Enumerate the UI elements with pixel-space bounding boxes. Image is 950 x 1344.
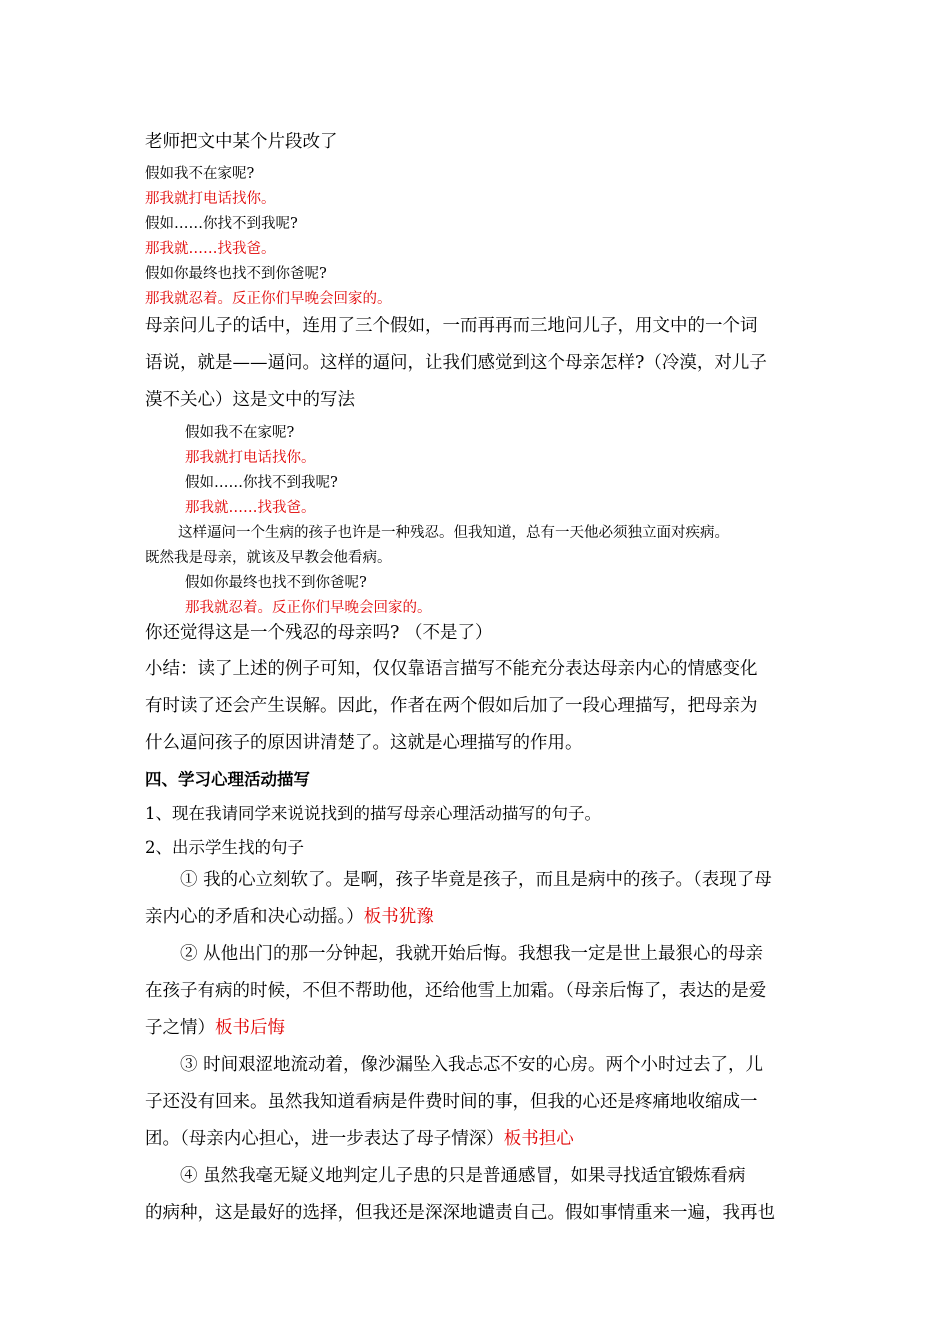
summary-line: 小结：读了上述的例子可知，仅仅靠语言描写不能充分表达母亲内心的情感变化 <box>145 659 758 679</box>
intro-line: 老师把文中某个片段改了 <box>145 132 338 152</box>
sentence-3-line-1: ③ 时间艰涩地流动着，像沙漏坠入我忐忑不安的心房。两个小时过去了，儿 <box>180 1055 764 1075</box>
board-note-hesitation: 板书犹豫 <box>363 907 434 927</box>
dialog-question: 假如我不在家呢? <box>185 425 295 441</box>
board-note-regret: 板书后悔 <box>215 1018 285 1038</box>
dialog-question: 假如……你找不到我呢? <box>185 475 338 491</box>
dialog-answer: 那我就打电话找你。 <box>145 191 276 207</box>
dialog-question: 假如……你找不到我呢? <box>145 216 298 232</box>
step-line: 1、现在我请同学来说说找到的描写母亲心理活动描写的句子。 <box>145 804 601 823</box>
sentence-2-line-3 <box>145 1014 285 1039</box>
question-line: 你还觉得这是一个残忍的母亲吗? （不是了） <box>145 623 493 643</box>
summary-line: 有时读了还会产生误解。因此，作者在两个假如后加了一段心理描写，把母亲为 <box>145 696 758 716</box>
sentence-2-line-1: ② 从他出门的那一分钟起，我就开始后悔。我想我一定是世上最狠心的母亲 <box>180 944 764 964</box>
inner-monologue-line: 这样逼问一个生病的孩子也许是一种残忍。但我知道，总有一天他必须独立面对疾病。 <box>178 525 729 541</box>
dialog-answer: 那我就忍着。反正你们早晚会回家的。 <box>145 291 392 307</box>
sentence-2-line-2: 在孩子有病的时候，不但不帮助他，还给他雪上加霜。（母亲后悔了，表达的是爱 <box>145 981 767 1001</box>
dialog-question: 假如你最终也找不到你爸呢? <box>185 575 367 591</box>
dialog-answer: 那我就……找我爸。 <box>145 241 276 257</box>
sentence-1-line-1: ① 我的心立刻软了。是啊，孩子毕竟是孩子，而且是病中的孩子。（表现了母 <box>180 870 772 890</box>
sentence-3-line-3 <box>145 1125 574 1150</box>
dialog-answer: 那我就……找我爸。 <box>185 500 316 516</box>
sentence-1-line-2 <box>145 903 434 928</box>
paragraph-line: 母亲问儿子的话中，连用了三个假如，一而再再而三地问儿子，用文中的一个词 <box>145 316 758 336</box>
sentence-3-line-2: 子还没有回来。虽然我知道看病是件费时间的事，但我的心还是疼痛地收缩成一 <box>145 1092 758 1112</box>
sentence-2-text: 子之情） <box>145 1018 215 1038</box>
inner-monologue-line: 既然我是母亲，就该及早教会他看病。 <box>145 550 392 566</box>
paragraph-line: 漠不关心）这是文中的写法 <box>145 390 355 410</box>
board-note-worry: 板书担心 <box>503 1129 574 1149</box>
paragraph-line: 语说，就是——逼问。这样的逼问，让我们感觉到这个母亲怎样?（冷漠，对儿子 <box>145 353 767 373</box>
sentence-1-text: 亲内心的矛盾和决心动摇。） <box>145 907 364 927</box>
dialog-answer: 那我就打电话找你。 <box>185 450 316 466</box>
sentence-4-line-2: 的病种，这是最好的选择，但我还是深深地谴责自己。假如事情重来一遍，我再也 <box>145 1203 775 1223</box>
dialog-question: 假如你最终也找不到你爸呢? <box>145 266 327 282</box>
step-line: 2、出示学生找的句子 <box>145 838 304 857</box>
sentence-3-text: 团。（母亲内心担心，进一步表达了母子情深） <box>145 1129 504 1149</box>
dialog-answer: 那我就忍着。反正你们早晚会回家的。 <box>185 600 432 616</box>
section-heading: 四、学习心理活动描写 <box>145 770 310 789</box>
summary-line: 什么逼问孩子的原因讲清楚了。这就是心理描写的作用。 <box>145 733 583 753</box>
dialog-question: 假如我不在家呢? <box>145 166 255 182</box>
sentence-4-line-1: ④ 虽然我毫无疑义地判定儿子患的只是普通感冒，如果寻找适宜锻炼看病 <box>180 1166 746 1186</box>
